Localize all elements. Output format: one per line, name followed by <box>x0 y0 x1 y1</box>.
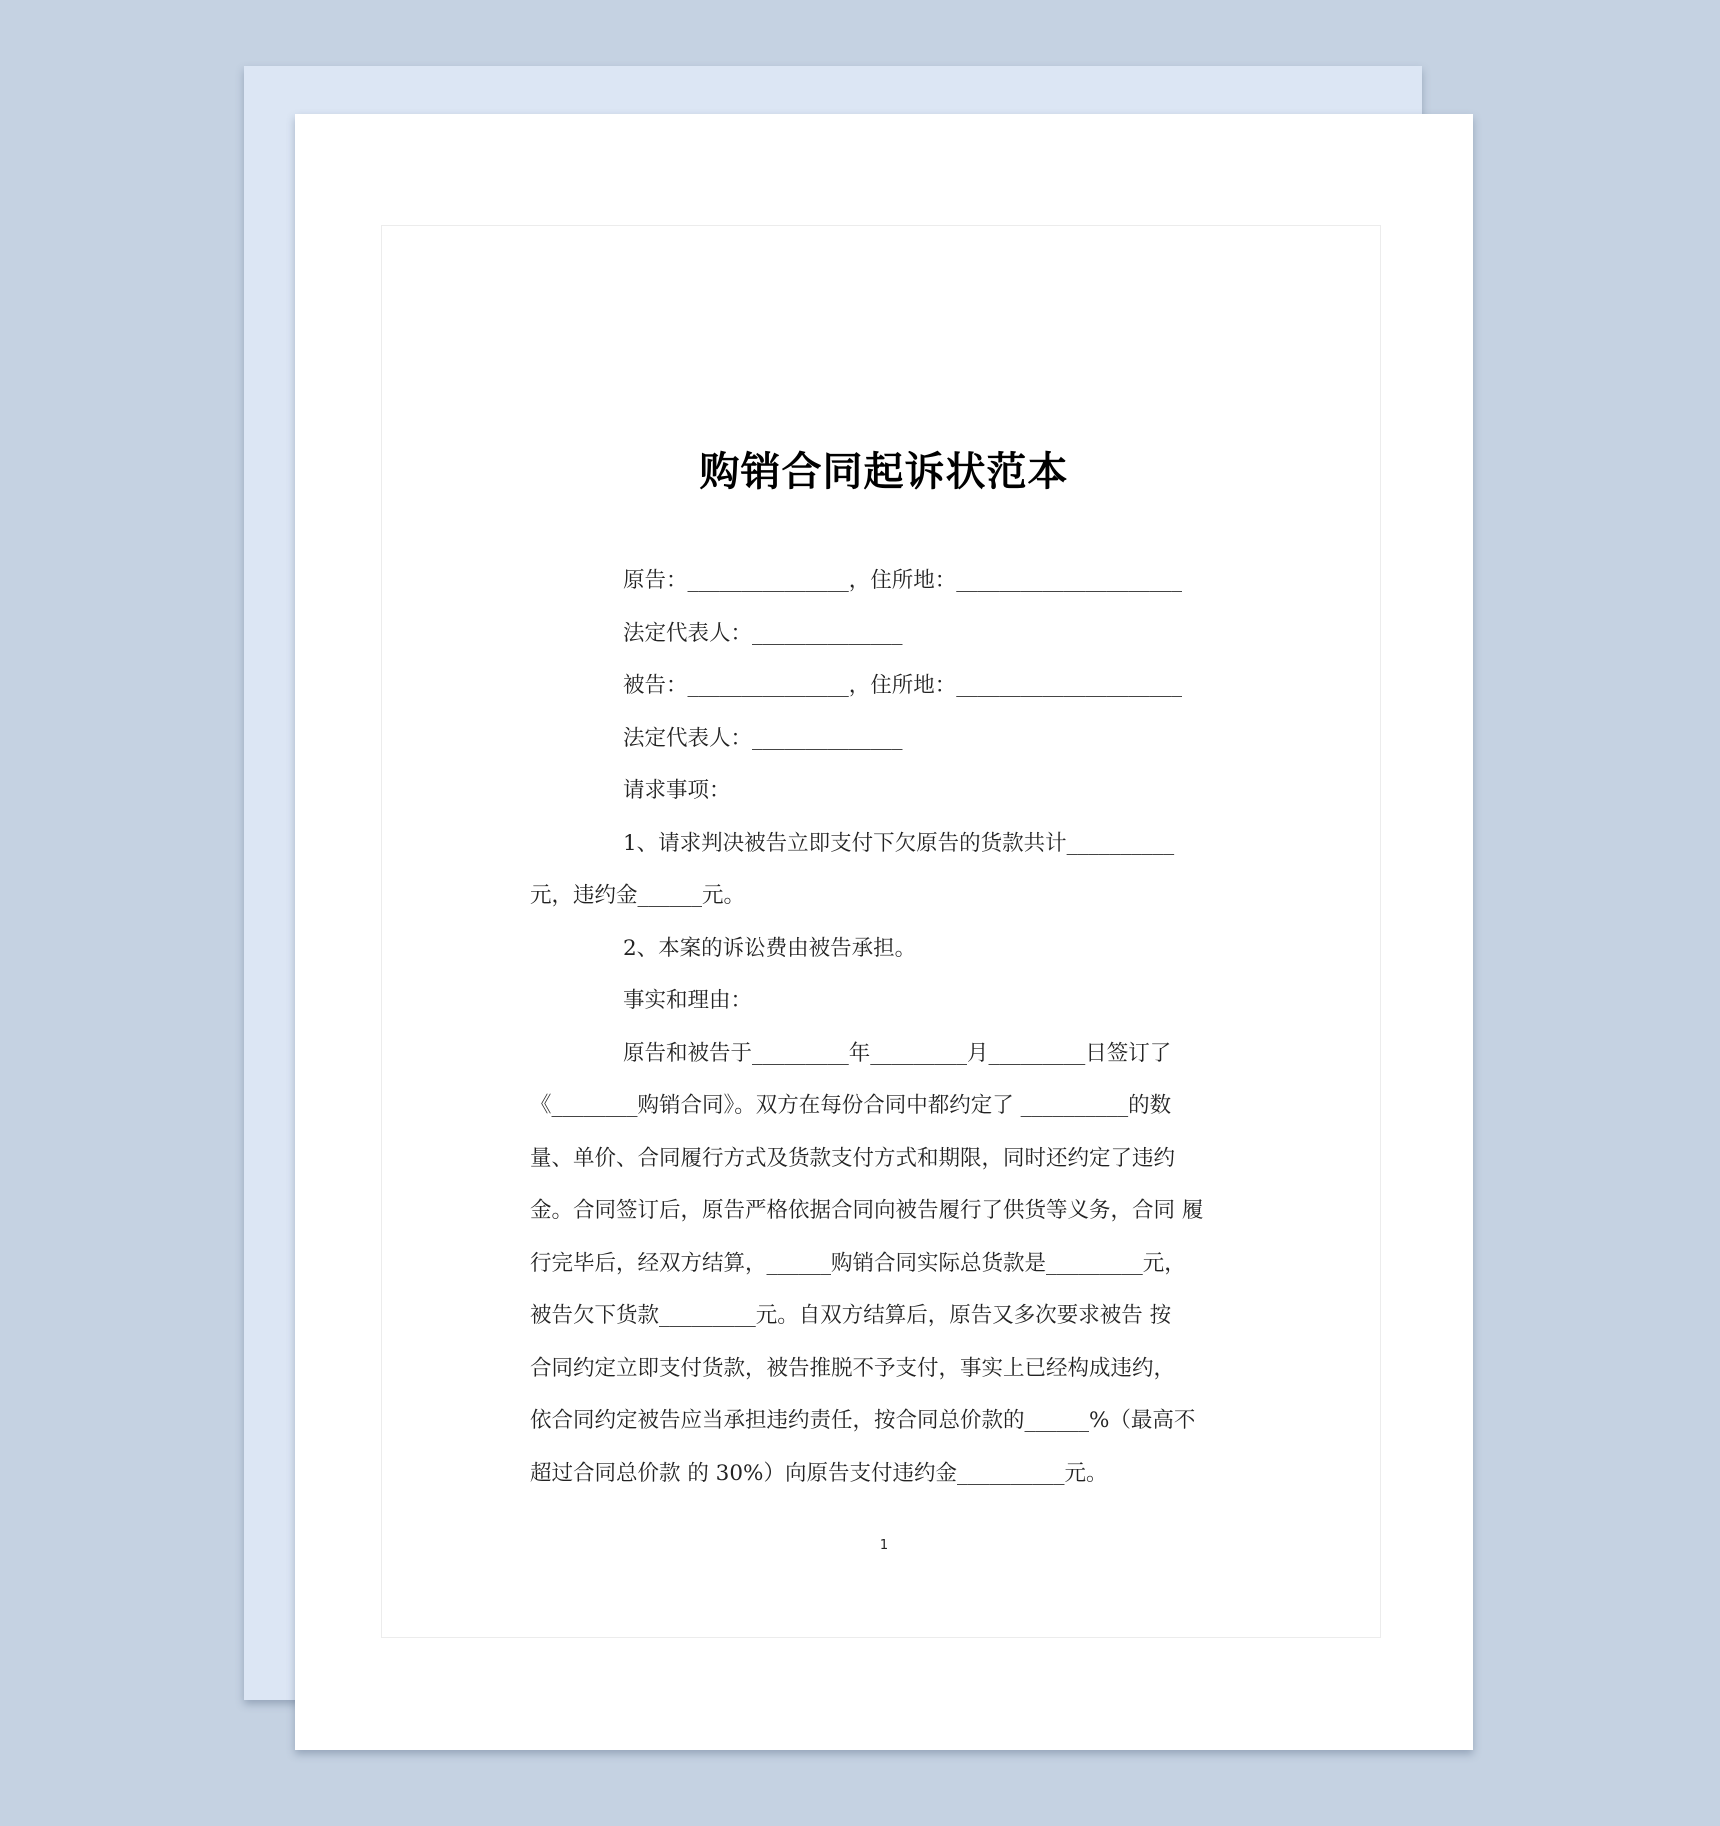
facts-paragraph-line: 《________购销合同》。双方在每份合同中都约定了 __________的数 <box>530 1093 1172 1118</box>
facts-paragraph-line: 依合同约定被告应当承担违约责任，按合同总价款的______%（最高不 <box>530 1408 1196 1433</box>
defendant-line: 被告：_______________，住所地：_____________________ <box>623 673 1183 698</box>
facts-paragraph-line: 超过合同总价款 的 30%）向原告支付违约金__________元。 <box>530 1460 1108 1486</box>
facts-paragraph-line: 原告和被告于_________年_________月_________日签订了 <box>623 1040 1172 1066</box>
facts-heading: 事实和理由： <box>623 988 753 1013</box>
claim-2-line: 2、本案的诉讼费由被告承担。 <box>623 935 917 961</box>
facts-paragraph-line: 合同约定立即支付货款，被告推脱不予支付，事实上已经构成违约， <box>530 1355 1176 1381</box>
plaintiff-representative-line: 法定代表人：______________ <box>623 620 903 646</box>
defendant-representative-line: 法定代表人：______________ <box>623 725 903 751</box>
facts-paragraph-line: 金。合同签订后，原告严格依据合同向被告履行了供货等义务，合同 履 <box>530 1198 1204 1223</box>
facts-paragraph-line: 被告欠下货款_________元。自双方结算后，原告又多次要求被告 按 <box>530 1303 1172 1328</box>
claim-1-line: 1、请求判决被告立即支付下欠原告的货款共计__________ <box>623 830 1175 856</box>
document-title: 购销合同起诉状范本 <box>699 449 1069 495</box>
facts-paragraph-line: 量、单价、合同履行方式及货款支付方式和期限，同时还约定了违约 <box>530 1145 1176 1171</box>
document-page <box>295 114 1473 1750</box>
claims-heading: 请求事项： <box>623 778 731 803</box>
facts-paragraph-line: 行完毕后，经双方结算，______购销合同实际总货款是_________元， <box>530 1250 1186 1276</box>
document-body <box>530 555 1250 1500</box>
page-number: 1 <box>879 1538 889 1553</box>
plaintiff-line: 原告：_______________，住所地：_____________________ <box>623 568 1183 593</box>
claim-1-continuation: 元，违约金______元。 <box>530 883 746 908</box>
